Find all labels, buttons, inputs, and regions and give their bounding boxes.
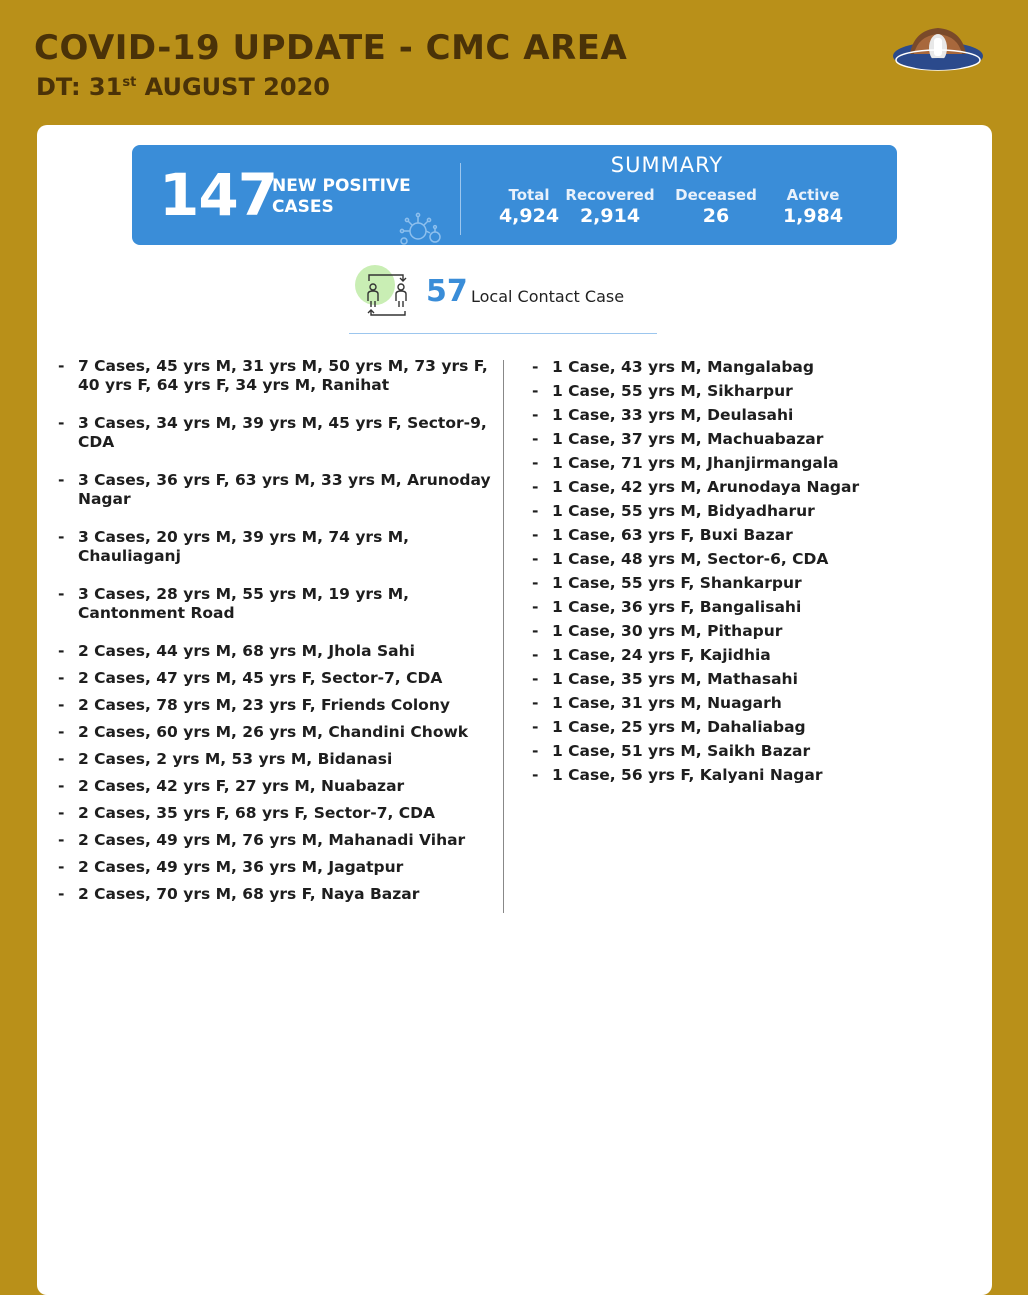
report-card — [37, 125, 992, 1295]
list-item: - 2 Cases, 49 yrs M, 36 yrs M, Jagatpur — [38, 858, 508, 877]
list-item: - 1 Case, 36 yrs F, Bangalisahi — [512, 598, 952, 617]
list-item: - 1 Case, 35 yrs M, Mathasahi — [512, 670, 952, 689]
contact-transmission-icon — [355, 263, 415, 321]
new-positive-count: 147 — [159, 161, 278, 229]
list-item: - 1 Case, 55 yrs M, Bidyadharur — [512, 502, 952, 521]
list-item: - 2 Cases, 44 yrs M, 68 yrs M, Jhola Sahi — [38, 642, 508, 661]
list-item: - 1 Case, 37 yrs M, Machuabazar — [512, 430, 952, 449]
banner-divider — [460, 163, 461, 235]
stat-deceased — [668, 186, 764, 228]
list-item: - 7 Cases, 45 yrs M, 31 yrs M, 50 yrs M, 73 yrs F, 40 yrs F, 64 yrs F, 34 yrs M, Ranihat — [38, 357, 508, 395]
local-contact-count: 57 — [426, 274, 468, 309]
stat-active — [772, 186, 854, 228]
multi-case-list — [38, 357, 508, 912]
list-item: - 1 Case, 43 yrs M, Mangalabag — [512, 358, 952, 377]
list-item: - 2 Cases, 60 yrs M, 26 yrs M, Chandini Chowk — [38, 723, 508, 742]
list-item: - 1 Case, 31 yrs M, Nuagarh — [512, 694, 952, 713]
list-item: - 1 Case, 25 yrs M, Dahaliabag — [512, 718, 952, 737]
municipal-corporation-logo — [890, 24, 986, 88]
list-item: - 2 Cases, 47 yrs M, 45 yrs F, Sector-7, CDA — [38, 669, 508, 688]
stat-value: 26 — [702, 205, 730, 227]
list-item: - 2 Cases, 35 yrs F, 68 yrs F, Sector-7, CDA — [38, 804, 508, 823]
list-item: - 1 Case, 24 yrs F, Kajidhia — [512, 646, 952, 665]
list-item: - 3 Cases, 34 yrs M, 39 yrs M, 45 yrs F, Sector-9, CDA — [38, 414, 508, 452]
list-item: - 2 Cases, 70 yrs M, 68 yrs F, Naya Bazar — [38, 885, 508, 904]
list-item: - 1 Case, 30 yrs M, Pithapur — [512, 622, 952, 641]
stat-label: Deceased — [675, 186, 757, 204]
page-title: COVID-19 UPDATE - CMC AREA — [34, 28, 628, 68]
list-item: - 1 Case, 42 yrs M, Arunodaya Nagar — [512, 478, 952, 497]
summary-banner — [132, 145, 897, 245]
new-positive-label: NEW POSITIVE CASES — [272, 176, 411, 217]
contact-divider — [349, 333, 657, 334]
list-item: - 2 Cases, 42 yrs F, 27 yrs M, Nuabazar — [38, 777, 508, 796]
stat-label: Active — [786, 186, 840, 204]
local-contact-label: Local Contact Case — [471, 287, 625, 306]
stat-label: Recovered — [565, 186, 655, 204]
list-item: - 1 Case, 51 yrs M, Saikh Bazar — [512, 742, 952, 761]
stat-label: Total — [508, 186, 550, 204]
stat-value: 4,924 — [498, 205, 560, 227]
list-item: - 1 Case, 71 yrs M, Jhanjirmangala — [512, 454, 952, 473]
virus-icon — [394, 211, 446, 247]
list-item: - 1 Case, 55 yrs F, Shankarpur — [512, 574, 952, 593]
list-item: - 3 Cases, 28 yrs M, 55 yrs M, 19 yrs M, Cantonment Road — [38, 585, 508, 623]
list-item: - 2 Cases, 78 yrs M, 23 yrs F, Friends Colony — [38, 696, 508, 715]
list-item: - 2 Cases, 49 yrs M, 76 yrs M, Mahanadi Vihar — [38, 831, 508, 850]
local-contact-summary — [355, 263, 665, 333]
report-date — [36, 68, 330, 102]
list-item: - 1 Case, 56 yrs F, Kalyani Nagar — [512, 766, 952, 785]
list-item: - 1 Case, 48 yrs M, Sector-6, CDA — [512, 550, 952, 569]
list-item: - 1 Case, 63 yrs F, Buxi Bazar — [512, 526, 952, 545]
list-item: - 1 Case, 33 yrs M, Deulasahi — [512, 406, 952, 425]
list-item: - 3 Cases, 20 yrs M, 39 yrs M, 74 yrs M, Chauliaganj — [38, 528, 508, 566]
list-item: - 3 Cases, 36 yrs F, 63 yrs M, 33 yrs M, Arunoday Nagar — [38, 471, 508, 509]
date-prefix: DT: 31 — [36, 73, 123, 101]
date-suffix: AUGUST 2020 — [136, 73, 330, 101]
date-ordinal: st — [122, 75, 137, 90]
column-divider — [503, 360, 504, 913]
stat-value: 1,984 — [782, 205, 844, 227]
stat-value: 2,914 — [579, 205, 641, 227]
list-item: - 2 Cases, 2 yrs M, 53 yrs M, Bidanasi — [38, 750, 508, 769]
summary-title: SUMMARY — [610, 153, 724, 177]
stat-recovered — [560, 186, 660, 228]
list-item: - 1 Case, 55 yrs M, Sikharpur — [512, 382, 952, 401]
single-case-list — [512, 358, 952, 790]
